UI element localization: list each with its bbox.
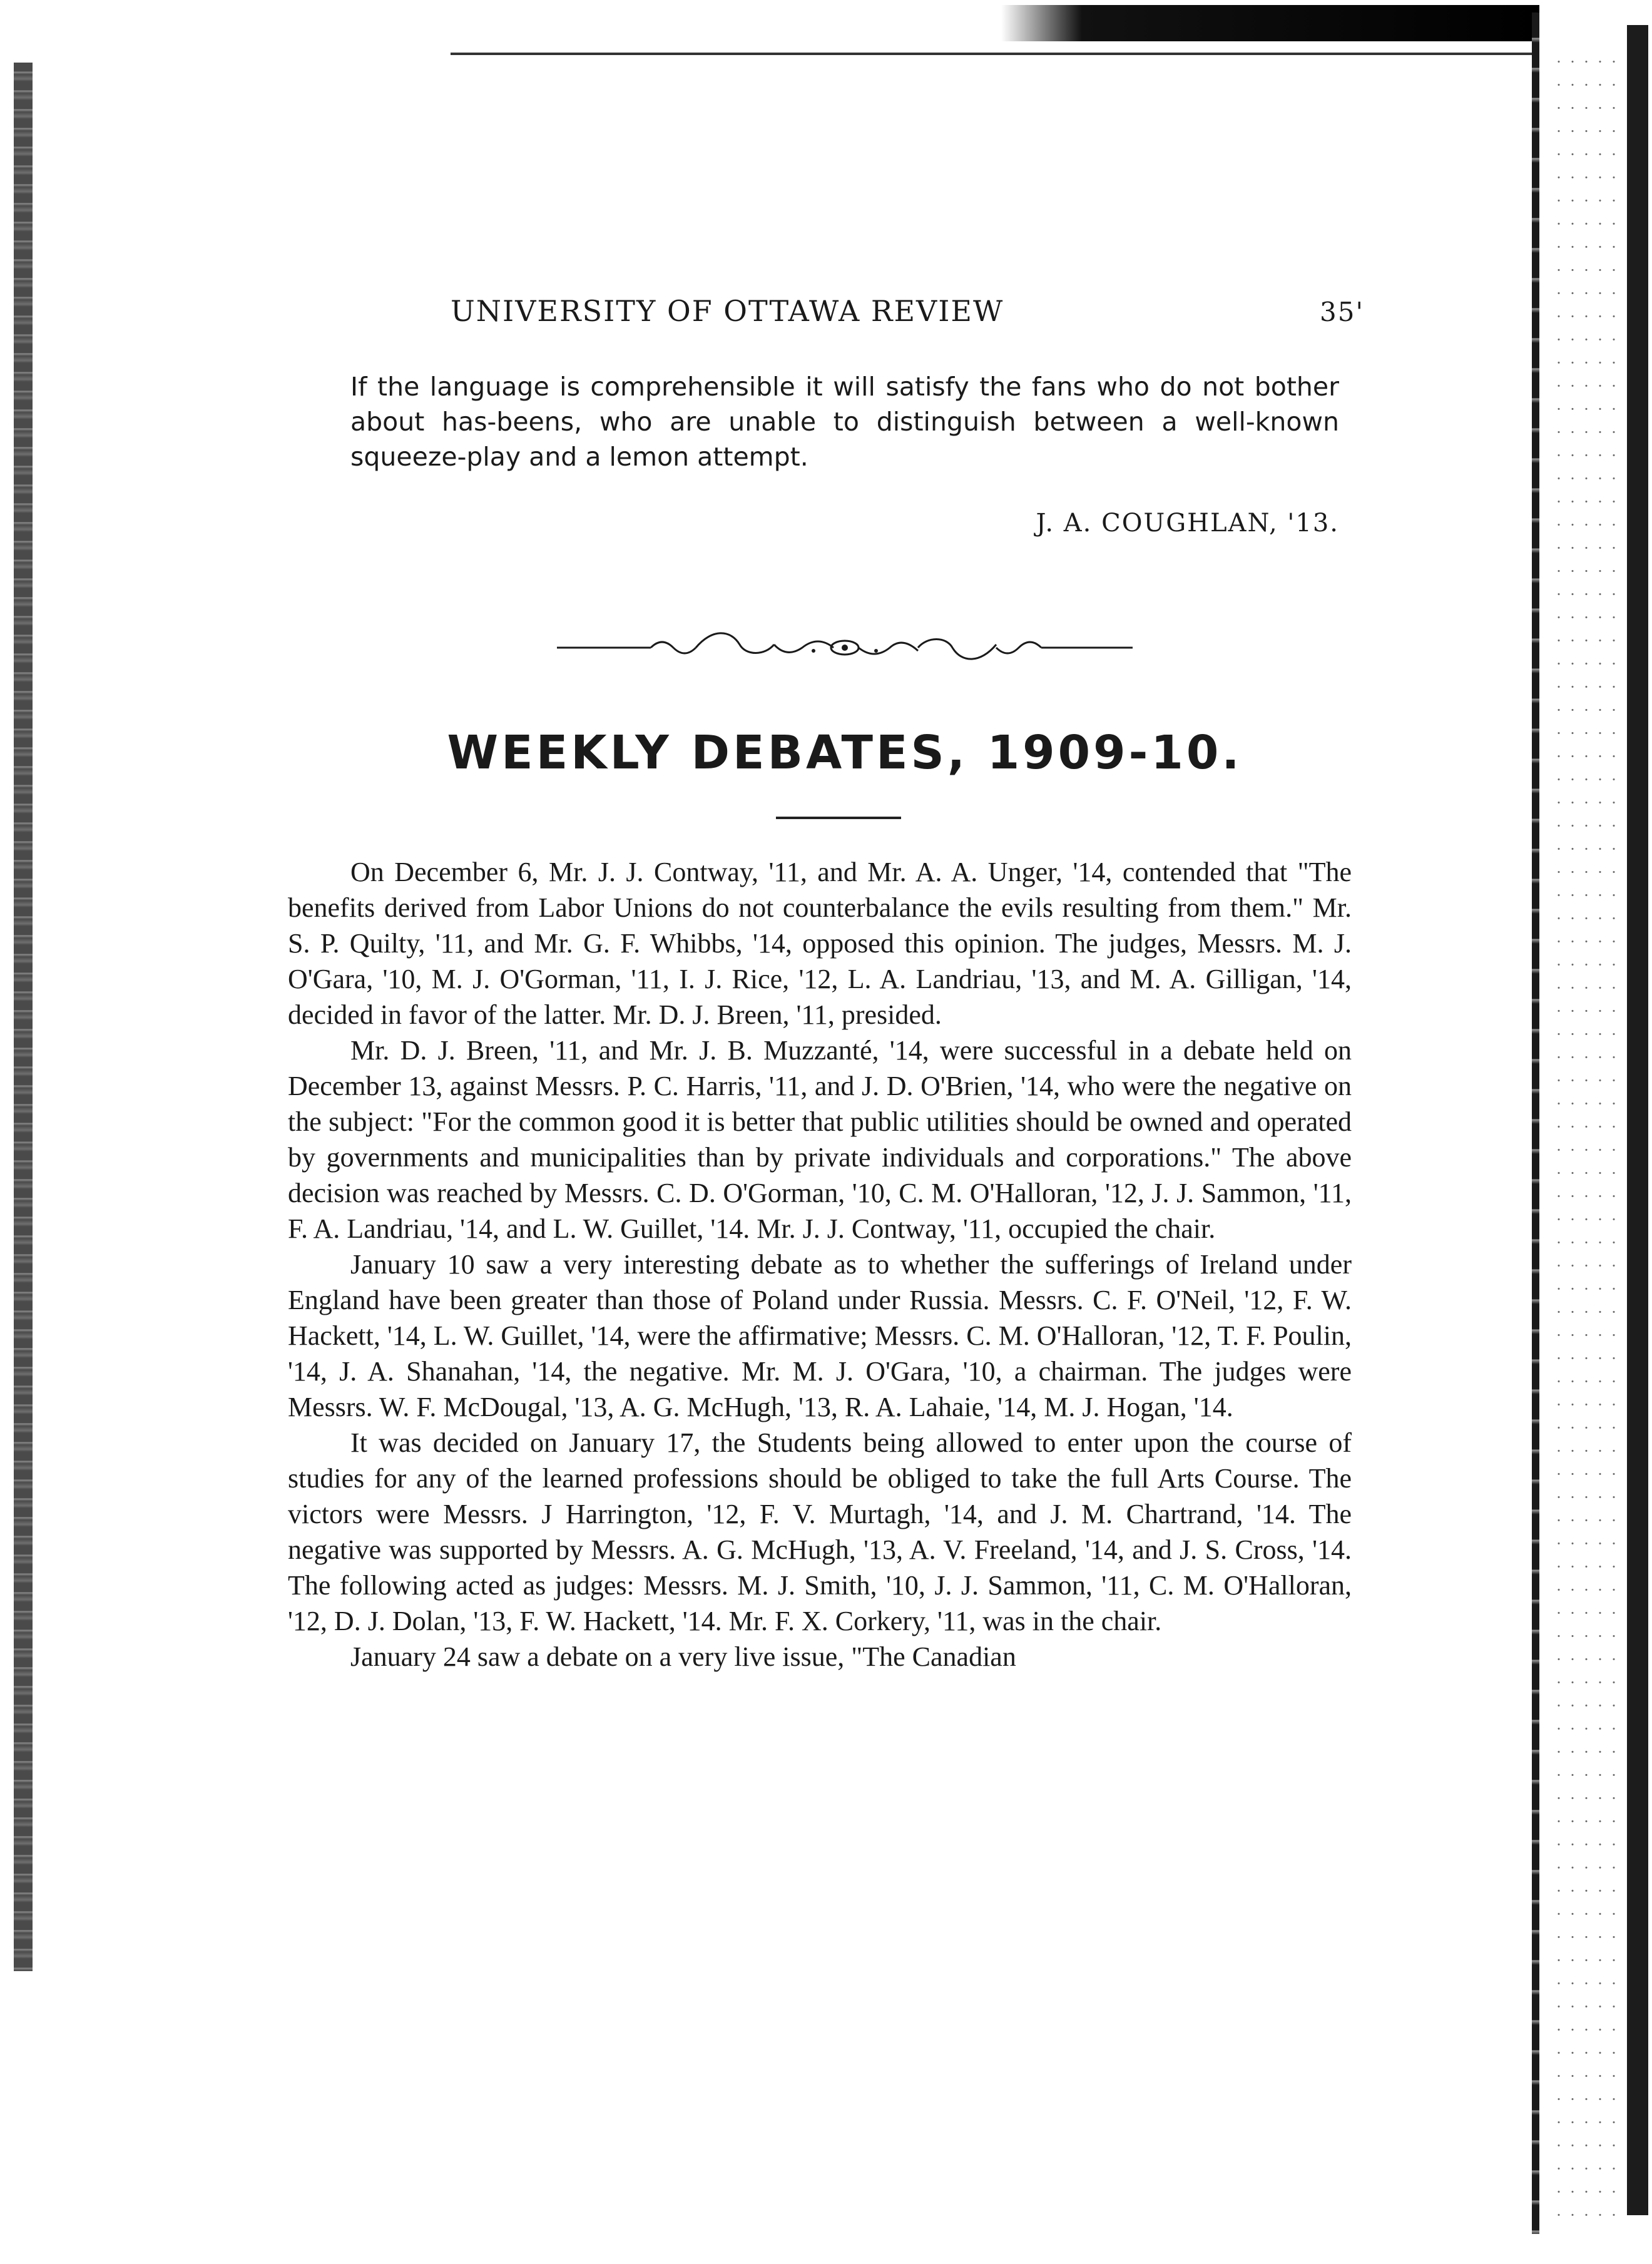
running-title: UNIVERSITY OF OTTAWA REVIEW <box>451 294 1004 328</box>
scan-edge-left <box>14 63 33 1971</box>
scan-edge-right-outer <box>1627 25 1648 2215</box>
section-title: WEEKLY DEBATES, 1909-10. <box>447 726 1243 780</box>
scan-edge-right <box>1532 13 1539 2234</box>
article-body <box>288 854 1352 1675</box>
closing-paragraph: If the language is comprehensible it will satisfy the fans who do not bother about has-beens, who are unable to distinguish between a well-known squeeze-play and a lemon attempt. <box>350 372 1339 472</box>
paragraph-january-17: It was decided on January 17, the Students being allowed to enter upon the course of studies for any of the learned professions should be obliged to take the full Arts Course. The victors were Messrs. J Harrington, '12, F. V. Murtagh, '14, and J. M. Chartrand, '14. The negative was supported by Messrs. A. G. McHugh, '13, A. V. Freeland, '14, and J. S. Cross, '14. The following acted as judges: Messrs. M. J. Smith, '10, J. J. Sammon, '11, C. M. O'Halloran, '12, D. J. Dolan, '13, F. W. Hackett, '14. Mr. F. X. Corkery, '11, was in the chair. <box>288 1427 1352 1636</box>
page-number: 35' <box>1320 297 1364 327</box>
paragraph-january-10: January 10 saw a very interesting debate as to whether the sufferings of Ireland under England have been greater than those of Poland under Russia. Messrs. C. F. O'Neil, '12, F. W. Hackett, '14, L. W. Guillet, '14, were the affirmative; Messrs. C. M. O'Halloran, '12, T. F. Poulin, '14, J. A. Shanahan, '14, the negative. Mr. M. J. O'Gara, '10, a chairman. The judges were Messrs. W. F. McDougal, '13, A. G. McHugh, '13, R. A. Lahaie, '14, M. J. Hogan, '14. <box>288 1249 1352 1422</box>
author-signature: J. A. COUGHLAN, '13. <box>1036 509 1339 538</box>
scan-edge-speckle <box>1552 50 1621 2228</box>
scan-top-rule <box>451 53 1539 55</box>
paragraph-december-6: On December 6, Mr. J. J. Contway, '11, and Mr. A. A. Unger, '14, contended that "The benefits derived from Labor Unions do not counterbalance the evils resulting from them." Mr. S. P. Quilty, '11, and Mr. G. F. Whibbs, '14, opposed this opinion. The judges, Messrs. M. J. O'Gara, '10, M. J. O'Gorman, '11, I. J. Rice, '12, L. A. Landriau, '13, and M. A. Gilligan, '14, decided in favor of the latter. Mr. D. J. Breen, '11, presided. <box>288 857 1352 1030</box>
title-rule <box>776 817 901 819</box>
scan-edge-top-bar <box>1001 5 1539 41</box>
ornamental-divider-icon <box>557 632 1133 663</box>
paragraph-december-13: Mr. D. J. Breen, '11, and Mr. J. B. Muzzanté, '14, were successful in a debate held on December 13, against Messrs. P. C. Harris, '11, and J. D. O'Brien, '14, who were the negative on the subject: "For the common good it is better that public utilities should be owned and operated by governments and municipalities than by private individuals and corporations." The above decision was reached by Messrs. C. D. O'Gorman, '10, C. M. O'Halloran, '12, J. J. Sammon, '11, F. A. Landriau, '14, and L. W. Guillet, '14. Mr. J. J. Contway, '11, occupied the chair. <box>288 1035 1352 1244</box>
paragraph-january-24: January 24 saw a debate on a very live issue, "The Canadian <box>350 1641 1016 1672</box>
page-header <box>451 294 1364 344</box>
